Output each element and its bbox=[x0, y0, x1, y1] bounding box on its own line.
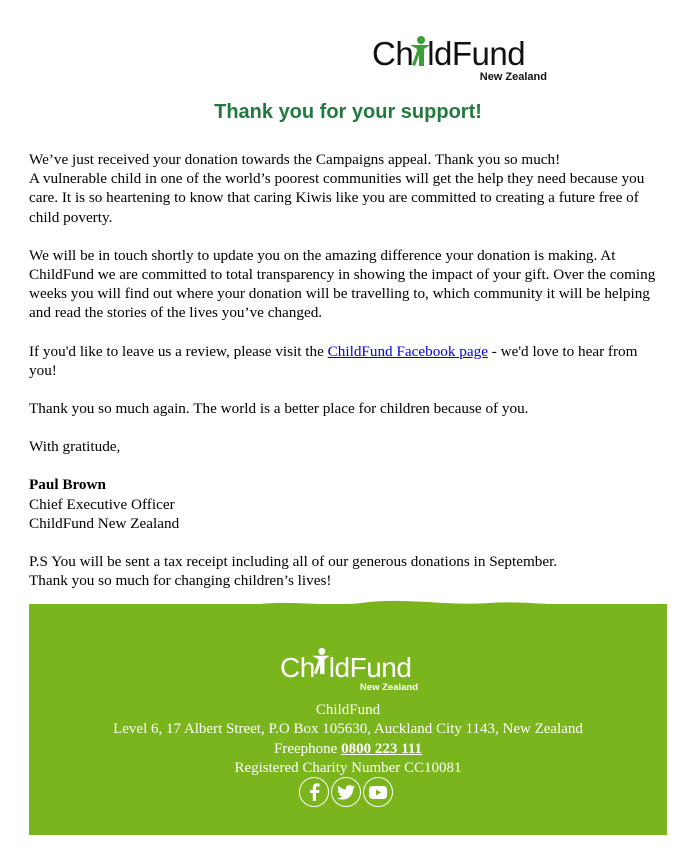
footer-org: ChildFund bbox=[315, 702, 381, 718]
logo-subtitle: New Zealand bbox=[479, 71, 547, 83]
child-figure-icon bbox=[315, 653, 329, 679]
facebook-icon[interactable] bbox=[299, 777, 329, 807]
footer bbox=[29, 604, 667, 835]
footer-address: Level 6, 17 Albert Street, P.O Box 105630, Auckland City 1143, New Zealand bbox=[113, 721, 583, 738]
postscript: P.S You will be sent a tax receipt including all of our generous donations in September. Thank you so much for changing children’s lives! bbox=[29, 553, 558, 590]
footer-charity: Registered Charity Number CC10081 bbox=[234, 759, 462, 776]
paragraph-received: We’ve just received your donation towards the Campaigns appeal. Thank you so much! A vulnerable child in one of the world’s poorest communities will get the help they need because you care. It is so heartening to know that caring Kiwis like you are committed to creating a future free of child poverty. bbox=[29, 151, 645, 226]
facebook-page-link[interactable]: ChildFund Facebook page bbox=[327, 342, 488, 360]
footer-logo: Ch ldFund New Zealand bbox=[280, 651, 430, 691]
social-links bbox=[299, 777, 397, 809]
child-figure-icon bbox=[413, 41, 427, 67]
signature-title: Chief Executive Officer bbox=[29, 495, 175, 513]
signature-org: ChildFund New Zealand bbox=[29, 514, 180, 532]
twitter-icon[interactable] bbox=[331, 777, 361, 807]
signature-name: Paul Brown bbox=[29, 476, 106, 494]
youtube-icon[interactable] bbox=[363, 777, 393, 807]
page-title: Thank you for your support! bbox=[214, 101, 482, 123]
paragraph-thanks: Thank you so much again. The world is a better place for children because of you. bbox=[29, 400, 529, 418]
paragraph-review: If you'd like to leave us a review, please visit the ChildFund Facebook page - we'd love to hear from you! bbox=[29, 342, 638, 379]
footer-info bbox=[29, 701, 667, 778]
childfund-logo bbox=[372, 34, 552, 86]
paragraph-update: We will be in touch shortly to update you on the amazing difference your donation is making. At ChildFund we are committed to total transparency in showing the impact of your gift. Over the coming weeks you will find out where your donation will be travelling to, which community it will be helping and read the stories of the lives you’ve changed. bbox=[29, 246, 656, 322]
freephone-link[interactable]: 0800 223 111 bbox=[341, 740, 422, 757]
footer-phone: Freephone 0800 223 111 bbox=[274, 740, 422, 757]
closing: With gratitude, bbox=[29, 438, 121, 456]
logo-wordmark: Ch ldFund bbox=[372, 35, 526, 72]
signature bbox=[29, 475, 669, 533]
message-body bbox=[29, 150, 669, 609]
